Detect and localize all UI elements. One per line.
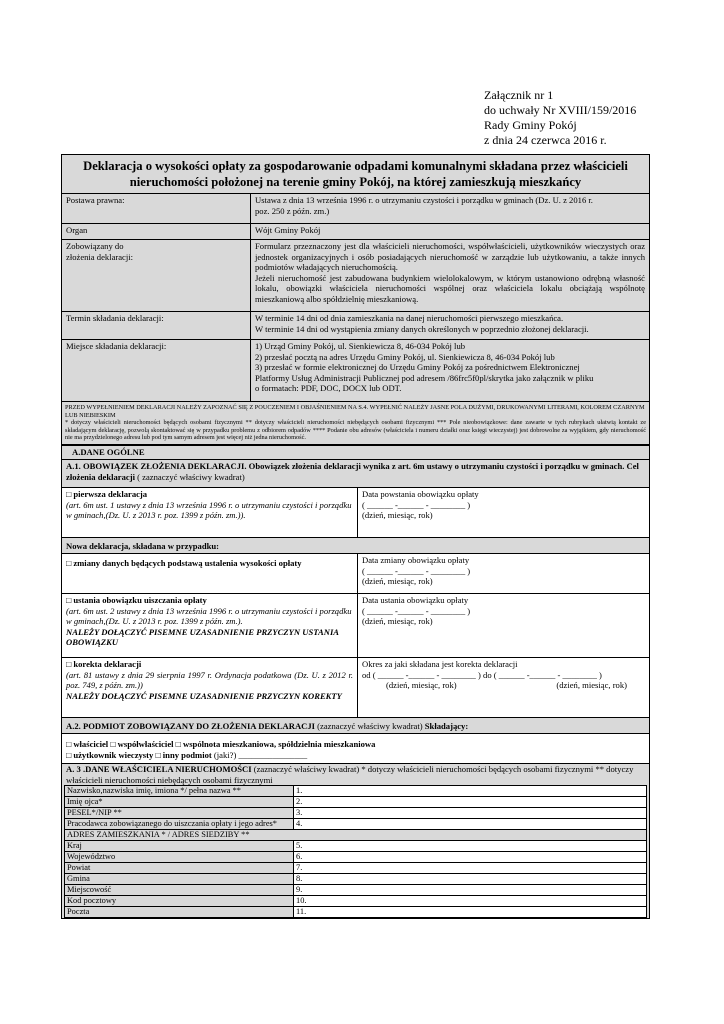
a3-block [62,763,650,918]
owner-field-label: Nazwisko,nazwiska imię, imiona */ pełna nazwa ** [65,786,294,797]
address-field-label: Województwo [65,852,294,863]
first-declaration-option[interactable] [62,487,358,537]
period-hint-from: (dzień, miesiąc, rok) [386,680,457,691]
attachment-number: Załącznik nr 1 [484,88,554,102]
correction-note: NALEŻY DOŁĄCZYĆ PISEMNE UZASADNIENIE PRZYCZYN KOREKTY [66,690,342,701]
place-label: Miejsce składania deklaracji: [62,340,251,402]
legal-basis-label: Postawa prawna: [62,194,251,224]
expiry-legal: (art. 6m ust. 2 ustawy z dnia 13 września 1996 r. o utrzymaniu czystości i porządku w gminach,(Dz. U. z 2013 r. poz. 1399 z późn. zm.). [66,605,352,627]
owner-field-label: Imię ojca* [65,797,294,808]
expiry-note: NALEŻY DOŁĄCZYĆ PISEMNE UZASADNIENIE PRZYCZYN USTANIA OBOWIĄZKU [66,626,339,648]
owner-type-line-1[interactable]: □ właściciel □ współwłaściciel □ wspólnota mieszkaniowa, spółdzielnia mieszkaniowa [66,738,376,749]
obliged-label [62,240,251,312]
declaration-info-table [61,154,650,445]
owner-field-input[interactable]: 1. [294,786,647,797]
owner-type-line-2[interactable]: □ użytkownik wieczysty □ inny podmiot [66,749,214,760]
date-label: Data zmiany obowiązku opłaty [362,554,470,565]
deadline-label: Termin składania deklaracji: [62,312,251,340]
a3-title-rest: (zaznaczyć właściwy kwadrat) * dotyczy właścicieli nieruchomości będących osobami fizycznymi ** dotyczy właścicieli nieruchomości niebędących osobami fizycznymi [66,763,634,785]
authority-value: Wójt Gminy Pokój [251,224,650,240]
owner-field-label: Pracodawca zobowiązanego do uiszczania opłaty i jego adres* [65,819,294,830]
resolution-number: do uchwały Nr XVIII/159/2016 [484,103,637,117]
legal-basis-line: Ustawa z dnia 13 września 1996 r. o utrzymaniu czystości i porządku w gminach (Dz. U. z 2016 r. [255,195,593,205]
instructions-notice [62,402,650,445]
a1-title [62,459,650,487]
attachment-header [484,88,714,148]
owner-data-table [64,785,647,918]
a2-title-rest: (zaznaczyć właściwy kwadrat) [315,720,425,731]
expiry-checkbox[interactable]: □ ustania obowiązku uiszczania opłaty [66,594,207,605]
address-section-title: ADRES ZAMIESZKANIA * / ADRES SIEDZIBY ** [65,830,647,841]
correction-checkbox[interactable]: □ korekta deklaracji [66,658,142,669]
correction-legal: (art. 81 ustawy z dnia 29 sierpnia 1997 r. Ordynacja podatkowa (Dz. U. z 2012 r. poz. 749, z późn. zm.)) [66,669,353,691]
date-entry[interactable]: ( ______ -______ - ________ ) [362,499,471,510]
date-entry[interactable]: ( ______ -______ - ________ ) [362,565,471,576]
correction-period [358,657,650,717]
address-field-label: Miejscowość [65,885,294,896]
place-line: 2) przesłać pocztą na adres Urzędu Gminy Pokój, ul. Sienkiewicza 8, 46-034 Pokój lub [255,351,555,362]
place-line: 1) Urząd Gminy Pokój, ul. Sienkiewicza 8, 46-034 Pokój lub [255,341,466,351]
period-label: Okres za jaki składana jest korekta deklaracji [362,658,518,669]
first-declaration-date [358,487,650,537]
place-line: Platformy Usług Administracji Publicznej pod adresem /86frc5f0pl/skrytka jako załącznik w pliku [255,372,594,383]
obliged-label-line: złożenia deklaracji: [66,251,134,262]
obliged-label-line: Zobowiązany do [66,241,124,251]
legal-basis-value [251,194,650,224]
address-field-label: Poczta [65,907,294,918]
council-name: Rady Gminy Pokój [484,118,577,132]
first-declaration-checkbox[interactable]: □ pierwsza deklaracja [66,488,148,499]
address-field-input[interactable]: 6. [294,852,647,863]
date-entry[interactable]: ( ______ -______ - ________ ) [362,605,471,616]
a2-title-tail: Składający: [424,720,469,731]
declaration-form [61,154,649,919]
address-field-label: Powiat [65,863,294,874]
deadline-line: W terminie 14 dni od dnia zamieszkania na danej nieruchomości pierwszego mieszkańca. [255,313,564,323]
deadline-line: W terminie 14 dni od wystąpienia zmiany danych określonych w poprzednio złożonej deklaracji. [255,323,589,334]
obliged-description [251,240,650,312]
address-field-input[interactable]: 9. [294,885,647,896]
section-a-title: A.DANE OGÓLNE [62,445,650,459]
period-hints [362,680,645,691]
address-field-label: Kod pocztowy [65,896,294,907]
section-a-table [61,445,650,919]
address-field-input[interactable]: 5. [294,841,647,852]
address-field-label: Gmina [65,874,294,885]
address-field-label: Kraj [65,841,294,852]
resolution-date: z dnia 24 czerwca 2016 r. [484,133,607,147]
correction-option[interactable] [62,657,358,717]
period-entry[interactable]: od ( ______ -______ - ________ ) do ( ______ -______ - ________ ) [362,669,602,680]
a2-title-bold: A.2. PODMIOT ZOBOWIĄZANY DO ZŁOŻENIA DEKLARACJI [66,720,316,731]
obliged-text-2: Jeżeli nieruchomość jest zabudowana budynkiem wielolokalowym, w którym ustanowiono odrębną własność lokalu, obowiązki właściciela nieruchomości wspólnej oraz właściciela lokalu obciążają wspólnotę mieszkaniową albo spółdzielnię mieszkaniową. [255,272,646,304]
a3-title [64,764,647,785]
date-hint: (dzień, miesiąc, rok) [362,576,433,587]
place-value [251,340,650,402]
form-title-line-2: nieruchomości położonej na terenie gminy Pokój, na której zamieszkują mieszkańcy [129,175,582,189]
expiry-option[interactable] [62,593,358,657]
notice-footnotes: * dotyczy właścicieli nieruchomości będących osobami fizycznymi ** dotyczy właścicieli nieruchomości niebędących osobami fizycznymi *** Pole nieobowiązkowe: dane zawarte w tych rubrykach ułatwią kontakt ze składającym deklarację, pozwolą skontaktować się w przypadku problemu z odbiorem odpadów **** Podanie obu adresów (właściciela i numeru działki oraz księgi wieczystej) jest dobrowolne za wyjątkiem, gdy nieruchomość nie ma przydzielonego adresu lub pod tym samym adresem jest więcej niż jedna nieruchomość. [65,419,647,442]
address-field-input[interactable]: 10. [294,896,647,907]
form-title-line-1: Deklaracja o wysokości opłaty za gospodarowanie odpadami komunalnymi składana przez właścicieli [83,159,628,173]
authority-label: Organ [62,224,251,240]
new-declaration-title: Nowa deklaracja, składana w przypadku: [62,537,650,553]
address-field-input[interactable]: 11. [294,907,647,918]
a1-title-bold: A.1. OBOWIĄZEK ZŁOŻENIA DEKLARACJI. Obowiązek złożenia deklaracji wynika z art. 6m ustawy o utrzymaniu czystości i porządku w gminach. Cel złożenia deklaracji [66,460,639,482]
a2-title [62,717,650,733]
date-hint: (dzień, miesiąc, rok) [362,616,433,627]
a3-title-bold: A. 3 .DANE WŁAŚCICIELA NIERUCHOMOŚCI [66,763,252,774]
a1-title-rest: ( zaznaczyć właściwy kwadrat) [134,471,245,482]
change-date [358,553,650,593]
date-label: Data ustania obowiązku opłaty [362,594,469,605]
address-field-input[interactable]: 8. [294,874,647,885]
form-title [62,155,650,194]
date-hint: (dzień, miesiąc, rok) [362,510,433,521]
legal-basis-line: poz. 250 z późn. zm.) [255,205,330,216]
deadline-value [251,312,650,340]
owner-field-input[interactable]: 4. [294,819,647,830]
change-data-checkbox[interactable]: □ zmiany danych będących podstawą ustalenia wysokości opłaty [62,553,358,593]
period-hint-to: (dzień, miesiąc, rok) [556,680,628,691]
expiry-date [358,593,650,657]
owner-field-label: PESEL*/NIP ** [65,808,294,819]
place-line: o formatach: PDF, DOC, DOCX lub ODT. [255,383,402,394]
date-label: Data powstania obowiązku opłaty [362,488,479,499]
place-line: 3) przesłać w formie elektronicznej do Urzędu Gminy Pokój za pośrednictwem Elektronicznej [255,362,580,373]
obliged-text: Formularz przeznaczony jest dla właścicieli nieruchomości, współwłaścicieli, użytkowników wieczystych oraz jednostek organizacyjnych i osób posiadających nieruchomość w zarządzie lub użytkowaniu, a także innych podmiotów władających nieruchomością. [255,241,646,273]
notice-caps: PRZED WYPEŁNIENIEM DEKLARACJI NALEŻY ZAPOZNAĆ SIĘ Z POUCZENIEM I OBJAŚNIENIEM NA S.4. WYPEŁNIĆ NALEŻY JASNE POLA DUŻYMI, DRUKOWANYMI LITERAMI, KOLOREM CZARNYM LUB NIEBIESKIM [65,404,645,419]
owner-type-options[interactable] [62,733,650,763]
first-declaration-legal: (art. 6m ust. 1 ustawy z dnia 13 września 1996 r. o utrzymaniu czystości i porządku w gminach,(Dz. U. z 2013 r. poz. 1399 z późn. zm.)). [66,499,352,521]
owner-field-input[interactable]: 3. [294,808,647,819]
owner-field-input[interactable]: 2. [294,797,647,808]
owner-type-other[interactable]: (jaki?) ________________ [213,749,308,760]
address-field-input[interactable]: 7. [294,863,647,874]
